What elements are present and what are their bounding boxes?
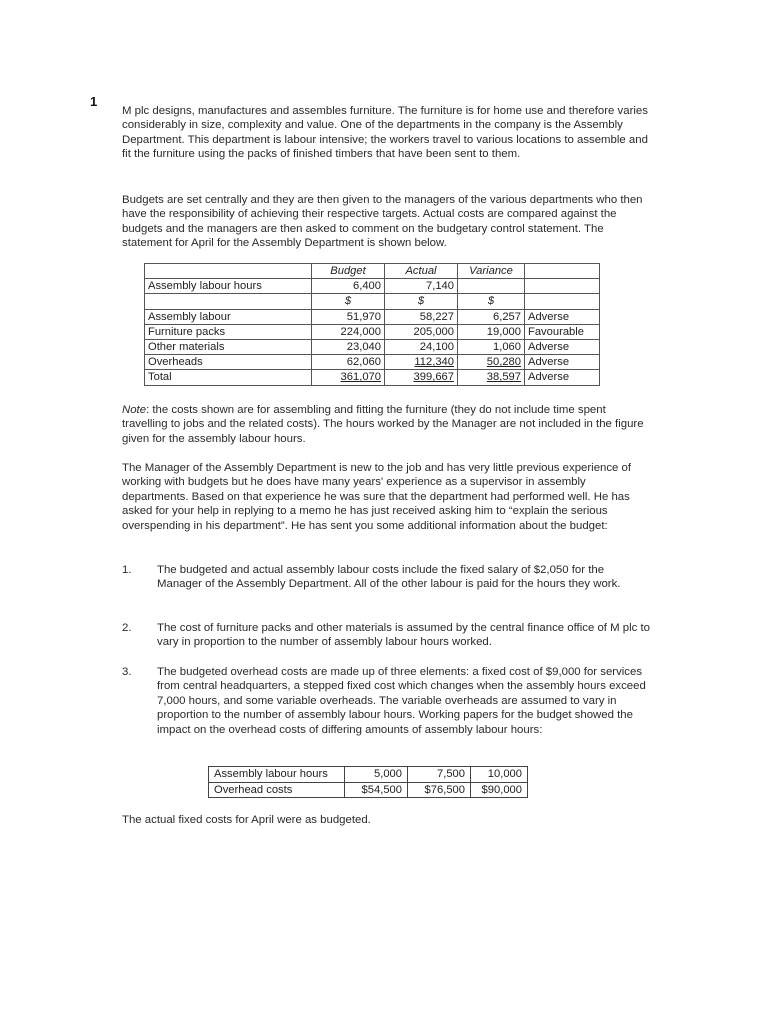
overhead-cost-value: $54,500 — [345, 782, 408, 798]
overhead-hours-value: 7,500 — [408, 767, 471, 783]
row-status: Favourable — [525, 324, 600, 339]
hours-budget: 6,400 — [312, 279, 385, 294]
list-item-text: The budgeted and actual assembly labour costs include the fixed salary of $2,050 for the Manager of the Assembly Department. All of the other labour is paid for the hours they work. — [157, 564, 621, 591]
table-row — [145, 355, 600, 370]
row-budget: 23,040 — [312, 339, 385, 354]
list-item-number: 2. — [122, 622, 132, 634]
manager-paragraph: The Manager of the Assembly Department is new to the job and has very little previous experience of working with budgets but he does have many years' experience as a supervisor in assembly departments. Based on that experience he was sure that the department had performed well. He has asked for your help in replying to a memo he has just received asking him to “explain the serious overspending in his department”. He has sent you some additional information about the budget: — [122, 462, 632, 532]
total-label: Total — [145, 370, 312, 385]
budgets-paragraph: Budgets are set centrally and they are then given to the managers of the various departments who then have the responsibility of achieving their respective targets. Actual costs are compared against the budgets and the managers are then asked to comment on the budgetary control statement. The statement for April for the Assembly Department is shown below. — [122, 194, 643, 250]
final-statement: The actual fixed costs for April were as budgeted. — [122, 814, 371, 826]
row-label: Assembly labour — [145, 309, 312, 324]
overhead-cost-value: $90,000 — [471, 782, 528, 798]
row-label: Other materials — [145, 339, 312, 354]
total-variance: 38,597 — [458, 370, 525, 385]
row-status: Adverse — [525, 339, 600, 354]
currency-row — [145, 294, 600, 309]
hours-label: Assembly labour hours — [145, 279, 312, 294]
overhead-hours-value: 5,000 — [345, 767, 408, 783]
table-header-row — [145, 264, 600, 279]
row-variance: 19,000 — [458, 324, 525, 339]
list-item-number: 3. — [122, 666, 132, 678]
overhead-costs-row — [209, 782, 528, 798]
row-status: Adverse — [525, 309, 600, 324]
row-status: Adverse — [525, 355, 600, 370]
row-actual: 112,340 — [385, 355, 458, 370]
total-row — [145, 370, 600, 385]
total-budget: 361,070 — [312, 370, 385, 385]
intro-paragraph: M plc designs, manufactures and assembles furniture. The furniture is for home use and therefore varies considerably in size, complexity and value. One of the departments in the company is the Assembly Department. This department is labour intensive; the workers travel to various locations to assemble and fit the furniture using the packs of finished timbers that have been sent to them. — [122, 105, 648, 161]
table-row — [145, 324, 600, 339]
row-label: Furniture packs — [145, 324, 312, 339]
header-actual: Actual — [385, 264, 458, 279]
list-item-text: The budgeted overhead costs are made up of three elements: a fixed cost of $9,000 for services from central headquarters, a stepped fixed cost which changes when the assembly hours exceed 7,000 hours, and some variable overheads. The variable overheads are assumed to vary in proportion to the number of assembly labour hours. Working papers for the budget showed the impact on the overhead costs of differing amounts of assembly labour hours: — [157, 666, 646, 736]
total-actual: 399,667 — [385, 370, 458, 385]
question-number: 1 — [90, 94, 98, 109]
row-actual: 58,227 — [385, 309, 458, 324]
empty-cell — [525, 294, 600, 309]
overhead-hours-value: 10,000 — [471, 767, 528, 783]
currency-budget: $ — [312, 294, 385, 309]
budgetary-control-statement — [144, 263, 600, 386]
currency-variance: $ — [458, 294, 525, 309]
row-variance: 1,060 — [458, 339, 525, 354]
table-row — [145, 309, 600, 324]
header-budget: Budget — [312, 264, 385, 279]
currency-actual: $ — [385, 294, 458, 309]
row-actual: 24,100 — [385, 339, 458, 354]
header-status-empty — [525, 264, 600, 279]
overhead-costs-label: Overhead costs — [209, 782, 345, 798]
header-empty-cell — [145, 264, 312, 279]
row-actual: 205,000 — [385, 324, 458, 339]
row-variance: 6,257 — [458, 309, 525, 324]
note-text: : the costs shown are for assembling and fitting the furniture (they do not include time spent travelling to jobs and the related costs). The hours worked by the Manager are not included in the figure given for the assembly labour hours. — [122, 404, 644, 445]
header-variance: Variance — [458, 264, 525, 279]
overhead-hours-label: Assembly labour hours — [209, 767, 345, 783]
row-budget: 51,970 — [312, 309, 385, 324]
table-row — [145, 339, 600, 354]
total-status: Adverse — [525, 370, 600, 385]
row-budget: 224,000 — [312, 324, 385, 339]
overhead-cost-value: $76,500 — [408, 782, 471, 798]
row-variance: 50,280 — [458, 355, 525, 370]
list-item-number: 1. — [122, 564, 132, 576]
empty-cell — [525, 279, 600, 294]
row-label: Overheads — [145, 355, 312, 370]
list-item-text: The cost of furniture packs and other materials is assumed by the central finance office of M plc to vary in proportion to the number of assembly labour hours worked. — [157, 622, 650, 649]
overhead-cost-table — [208, 766, 528, 798]
note-label: Note — [122, 404, 147, 416]
hours-actual: 7,140 — [385, 279, 458, 294]
empty-cell — [145, 294, 312, 309]
note-paragraph — [122, 403, 650, 446]
empty-cell — [458, 279, 525, 294]
hours-row — [145, 279, 600, 294]
overhead-hours-row — [209, 767, 528, 783]
row-budget: 62,060 — [312, 355, 385, 370]
